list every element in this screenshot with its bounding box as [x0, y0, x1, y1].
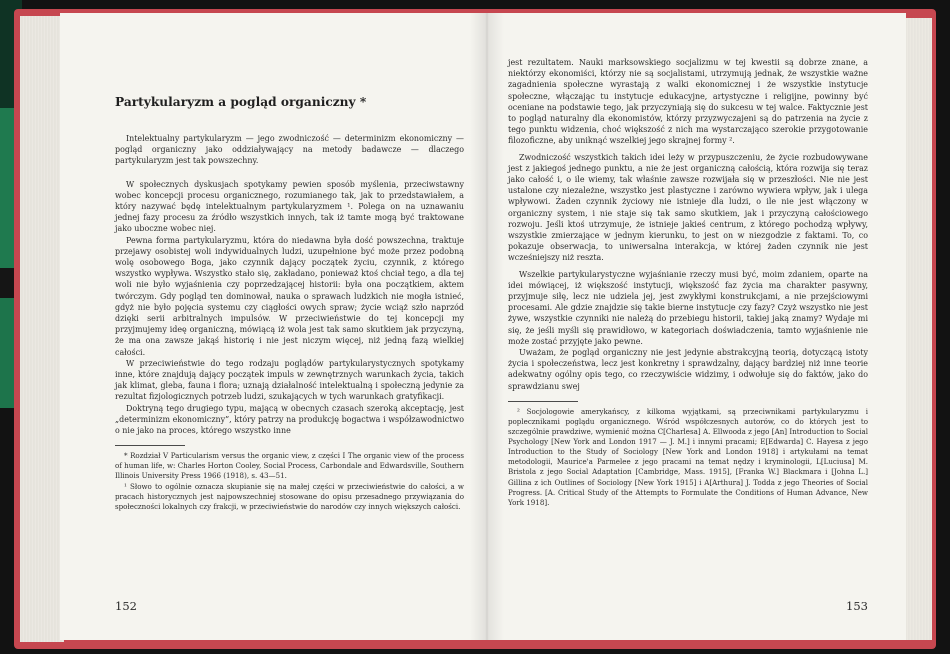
page-edges-right: [902, 18, 932, 640]
body-paragraph: jest rezultatem. Nauki marksowskiego socjalizmu w tej kwestii są dobrze znane, a niektórzy ekonomiści, którzy nie są socjalistami, utrzymują jednak, że wszystkie ważne zagadnienia społeczne wyrastają z walki ekonomicznej i że wszystkie instytucje społeczne, włączając tu instytucje edukacyjne, artystyczne i religijne, powinny być oceniane na podstawie tego, jak przyczyniają się do sukcesu w tej walce. Faktycznie jest to pogląd naturalny dla ekonomistów, którzy przyzwyczajeni są do patrzenia na życie z tego punktu widzenia, choć większość z nich ma wystarczająco szerokie przygotowanie filozoficzne, aby uniknąć wszelkiej jego skrajnej formy ².: [508, 58, 868, 146]
chapter-intro: [115, 133, 464, 167]
right-body-text: [508, 57, 868, 392]
book-gutter-shadow: [470, 13, 504, 640]
right-footnotes: [508, 407, 868, 508]
body-paragraph: W przeciwieństwie do tego rodzaju poglądów partykularystycznych spotykamy inne, które znajdują dający początek impuls w zewnętrznych warunkach życia, takich jak klimat, gleba, fauna i flora; uznają działalność intelektualną i społeczną jedynie za rezultat fizjologicznych potrzeb ludzi, szukających w tych warunkach gratyfikacji.: [115, 358, 464, 402]
footnote-rule: [508, 401, 578, 402]
footnote: * Rozdział V Particularism versus the organic view, z części I The organic view of the process of human life, w: Charles Horton Cooley, Social Process, Carbondale and Edwardsville, Southern Illinois University Press 1966 (1918), s. 43—51.: [115, 451, 464, 481]
body-paragraph: Wszelkie partykularystyczne wyjaśnianie rzeczy musi być, moim zdaniem, oparte na idei mówiącej, iż większość instytucji, większość faz życia ma charakter pasywny, przyjmuje siłę, lecz nie udziela jej, jest zwykłymi konstrukcjami, a nie przejściowymi procesami. Ale gdzie znajdzie się takie bierne instytucje czy fazy? Czyż wszystko nie jest żywe, wszystkie czynniki nie należą do przebiegu historii, takiej jaką znamy? Wydaje mi się, że jeśli myśli się prawidłowo, w kategoriach doświadczenia, tamto wyjaśnienie nie może zostać przyjęte jako pewne.: [508, 269, 868, 346]
intro-paragraph: Intelektualny partykularyzm — jego zwodniczość — determinizm ekonomiczny — pogląd organiczny jako oddziaływający na metody badawcze — dlaczego partykularyzm jest tak powszechny.: [115, 134, 464, 166]
page-number-left: 152: [115, 599, 137, 613]
left-page: [60, 13, 486, 640]
footnote: ² Socjologowie amerykańscy, z kilkoma wyjątkami, są przeciwnikami partykularyzmu i poplecznikami poglądu organicznego. Wśród współczesnych autorów, co do których jest to szczególnie prawdziwe, wymienić można C[Charlesa] A. Ellwooda z jego [An] Introduction to Social Psychology [New York and London 1917 — J. M.] i innymi pracami; E[Edwarda] C. Hayesa z jego Introduction to the Study of Sociology [New York and London 1918] i artykułami na temat metodologii, Maurice'a Parmelee z jego pracami na temat nędzy i kryminologii, L[Luciusa] M. Bristola z jego Social Adaptation [Cambridge, Mass. 1915], [Franka W.] Blackmara i [Johna L.] Gillina z ich Outlines of Sociology [New York 1915] i A[Arthura] J. Todda z jego Theories of Social Progress. [A. Critical Study of the Attempts to Formulate the Conditions of Human Advance, New York 1918].: [508, 406, 868, 507]
chapter-title: Partykularyzm a pogląd organiczny *: [115, 95, 367, 109]
left-footnotes: [115, 451, 464, 512]
page-edges-left: [20, 16, 64, 642]
body-paragraph: W społecznych dyskusjach spotykamy pewien sposób myślenia, przeciwstawny wobec koncepcji procesu organicznego, rozumianego tak, jak to przedstawiałem, a który nazywać będę intelektualnym partykularyzmem ¹. Polega on na uznawaniu jednej fazy procesu za źródło wszystkich innych, tak iż tamte mogą być traktowane jako uboczne wobec niej.: [115, 179, 464, 234]
footnote: ¹ Słowo to ogólnie oznacza skupianie się na małej części w przeciwieństwie do całości, a w pracach historycznych jest najpowszechniej stosowane do opisu przesadnego przywiązania do społeczności lokalnych czy frakcji, w przeciwieństwie do narodów czy innych większych całości.: [115, 481, 464, 511]
body-paragraph: Zwodniczość wszystkich takich idei leży w przypuszczeniu, że życie rozbudowywane jest z jakiegoś jednego punktu, a nie że jest organiczną całością, która rozwija się teraz jako całość i, o ile wiemy, tak właśnie zawsze rozwijała się w przeszłości. Nie nie jest ustalone czy niezależne, wszystko jest plastyczne i zarówno wywiera wpływ, jak i ulega wpływowi. Żaden czynnik życiowy nie istnieje dla ludzi, o ile nie jest włączony w organiczny system, i nie staje się tak samo skutkiem, jak i przyczyną całościowego rozwoju. Jeśli ktoś utrzymuje, że istnieje jakieś centrum, z którego pochodzą wpływy, wszystkie zmierzające w jednym kierunku, to jest on w niezgodzie z faktami. To, co pokazuje obserwacja, to uniwersalna interakcja, w której żaden czynnik nie jest wcześniejszy niż reszta.: [508, 152, 868, 263]
body-paragraph: Doktryną tego drugiego typu, mającą w obecnych czasach szeroką akceptację, jest „determinizm ekonomiczny”, który patrzy na produkcję bogactwa i współzawodnictwo o nie jako na proces, którego wszystko inne: [115, 403, 464, 436]
page-number-right: 153: [846, 599, 868, 613]
right-page: [486, 13, 906, 640]
body-paragraph: Pewna forma partykularyzmu, która do niedawna była dość powszechna, traktuje przejawy osobistej woli indywidualnych ludzi, uzupełnione być może przez podobną wolę osobowego Boga, jako czynnik dający początek życiu, czynnik, z którego wszystko wypływa. Wszystko stało się, zakładano, ponieważ ktoś chciał tego, a dla tej woli nie było wyjaśnienia czy poprzedzającej historii: była ona początkiem, aktem twórczym. Gdy pogląd ten dominował, nauka o sprawach ludzkich nie mogła istnieć, gdyż nie było pojęcia systemu czy ciągłości owych spraw; życie wciąż szło naprzód dzięki serii arbitralnych impulsów. W przeciwieństwie do tej koncepcji my przyjmujemy ideę organiczną, mówiącą iż wola jest tak samo skutkiem jak przyczyną, że ma ona zawsze jakąś historię i nie jest niczym więcej, niż jedną fazą wielkiej całości.: [115, 235, 464, 357]
body-paragraph: Uważam, że pogląd organiczny nie jest jedynie abstrakcyjną teorią, dotyczącą istoty życia i społeczeństwa, lecz jest konkretny i sprawdzalny, dający bardziej niż inne teorie adekwatny ogólny opis tego, co rzeczywiście widzimy, i odwołuje się do faktów, jako do sprawdzianu swej: [508, 348, 868, 391]
left-body-text: [115, 179, 464, 437]
footnote-rule: [115, 445, 185, 446]
